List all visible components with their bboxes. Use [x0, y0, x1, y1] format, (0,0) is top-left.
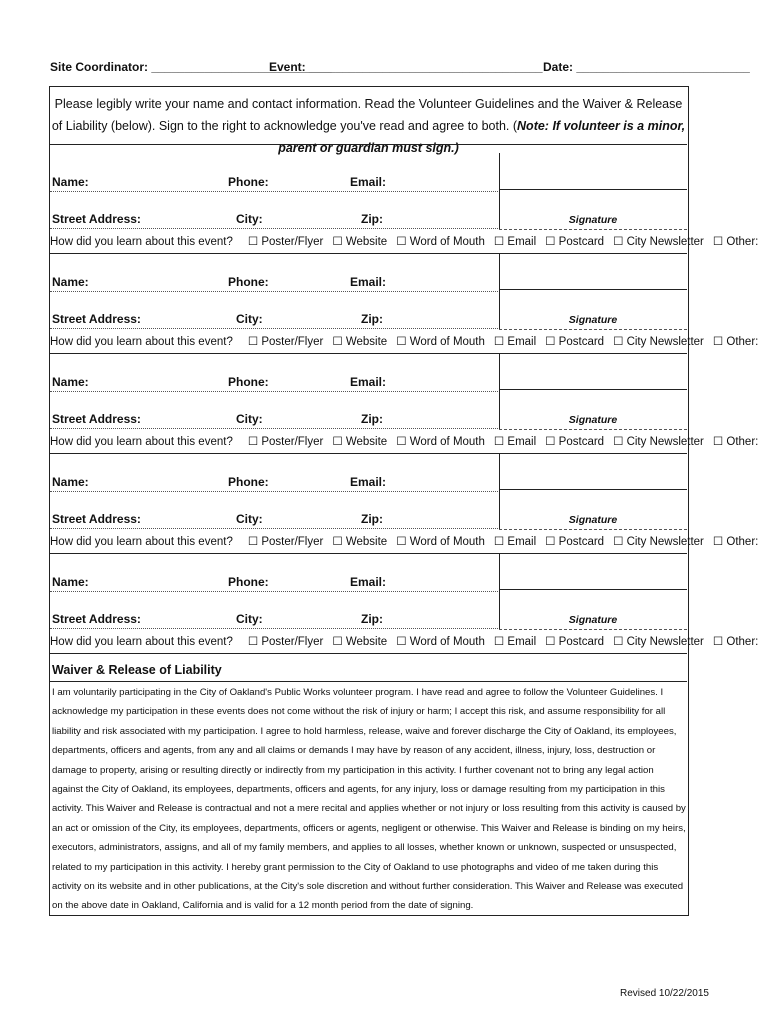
- volunteer-entry: [50, 353, 759, 453]
- option-checkbox[interactable]: ☐ Poster/Flyer: [247, 536, 324, 548]
- signature-label: Signature: [568, 514, 618, 526]
- street-label: Street Address:: [52, 612, 141, 626]
- option-checkbox[interactable]: ☐ Email: [493, 536, 537, 548]
- option-checkbox[interactable]: ☐ Website: [332, 536, 388, 548]
- option-checkbox[interactable]: ☐ Postcard: [545, 636, 605, 648]
- option-checkbox[interactable]: ☐ Email: [493, 336, 537, 348]
- phone-label: Phone:: [228, 175, 269, 189]
- waiver-text: I am voluntarily participating in the City of Oakland's Public Works volunteer program. I have read and agree to follow the Volunteer Guidelines. I acknowledge my participation in these events does not come without the risk of injury or harm; I accept this risk, and assume responsibility for all liability and risk associated with my participation. I agree to hold harmless, release, waive and forever discharge the City of Oakland, its employees, departments, officers and agents, from any and all claims or demands I may have by reason of any accident, illness, injury, loss, destruction or damage to property, arising or resulting directly or indirectly from my participation in this activity. I further covenant not to bring any legal action against the City of Oakland, its employees, departments, officers and agents, for any injury, loss or damage resulting from my participation in this activity. This Waiver and Release is contractual and not a mere recital and applies whether or not injury or loss resulting from this activity is caused by an act or omission of the City, its employees, departments, officers or agents, negligent or otherwise. This Waiver and Release is binding on my heirs, executors, administrators, assigns, and all of my family members, and applies to all losses, whether known or unknown, suspected or unsuspected, related to my participation in this activity. I hereby grant permission to the City of Oakland to use photographs and video of me taken during this activity on its website and in other publications, at the City's sole discretion and without further consideration. This Waiver and Release was executed on the above date in Oakland, California and is valid for a 12 month period from the date of signing.: [52, 687, 686, 912]
- option-checkbox[interactable]: ☐ Other:: [712, 336, 759, 348]
- signature-line: [499, 629, 687, 630]
- option-checkbox[interactable]: ☐ Word of Mouth: [396, 436, 485, 448]
- name-line[interactable]: [50, 191, 498, 192]
- option-checkbox[interactable]: ☐ Other:: [712, 436, 759, 448]
- city-label: City:: [236, 412, 263, 426]
- city-label: City:: [236, 312, 263, 326]
- signature-label: Signature: [568, 214, 618, 226]
- option-checkbox[interactable]: ☐ City Newsletter: [613, 236, 704, 248]
- address-line[interactable]: [50, 528, 498, 529]
- option-checkbox[interactable]: ☐ City Newsletter: [613, 336, 704, 348]
- zip-label: Zip:: [361, 612, 383, 626]
- volunteer-entry: [50, 153, 759, 253]
- name-line[interactable]: [50, 291, 498, 292]
- zip-label: Zip:: [361, 412, 383, 426]
- option-checkbox[interactable]: ☐ Other:: [712, 536, 759, 548]
- volunteer-entry: [50, 553, 759, 653]
- street-label: Street Address:: [52, 412, 141, 426]
- divider: [50, 681, 687, 682]
- signature-label: Signature: [568, 414, 618, 426]
- option-checkbox[interactable]: ☐ City Newsletter: [613, 636, 704, 648]
- volunteer-entry: [50, 253, 759, 353]
- name-line[interactable]: [50, 491, 498, 492]
- signature-line: [499, 529, 687, 530]
- email-label: Email:: [350, 175, 387, 189]
- option-checkbox[interactable]: ☐ Website: [332, 336, 388, 348]
- option-checkbox[interactable]: ☐ Postcard: [545, 336, 605, 348]
- option-checkbox[interactable]: ☐ Postcard: [545, 236, 605, 248]
- minor-note: Note: If volunteer is a minor, parent or guardian must sign.): [278, 119, 686, 155]
- signature-line: [499, 329, 687, 330]
- email-label: Email:: [350, 375, 387, 389]
- event-field[interactable]: Event: ___________________________________: [269, 60, 543, 74]
- how-learned-label: How did you learn about this event?: [50, 636, 233, 648]
- signature-label: Signature: [568, 314, 618, 326]
- site-coordinator-field[interactable]: Site Coordinator: ___________________________: [50, 60, 332, 74]
- option-checkbox[interactable]: ☐ Website: [332, 436, 388, 448]
- how-learned-row: [50, 334, 759, 348]
- option-checkbox[interactable]: ☐ Website: [332, 236, 388, 248]
- city-label: City:: [236, 512, 263, 526]
- street-label: Street Address:: [52, 512, 141, 526]
- street-label: Street Address:: [52, 312, 141, 326]
- zip-label: Zip:: [361, 512, 383, 526]
- instructions: [50, 87, 687, 155]
- signup-form-frame: [49, 86, 759, 916]
- city-label: City:: [236, 212, 263, 226]
- instructions-text: Please legibly write your name and contact information. Read the Volunteer Guidelines and the Waiver & Release of Liability (below). Sign to the right to acknowledge you've read and agree to both. (: [51, 97, 683, 133]
- email-label: Email:: [350, 575, 387, 589]
- option-checkbox[interactable]: ☐ Word of Mouth: [396, 636, 485, 648]
- option-checkbox[interactable]: ☐ Word of Mouth: [396, 236, 485, 248]
- address-line[interactable]: [50, 228, 498, 229]
- option-checkbox[interactable]: ☐ Other:: [712, 636, 759, 648]
- city-label: City:: [236, 612, 263, 626]
- option-checkbox[interactable]: ☐ City Newsletter: [613, 536, 704, 548]
- option-checkbox[interactable]: ☐ Email: [493, 236, 537, 248]
- volunteer-entry: [50, 453, 759, 553]
- how-learned-label: How did you learn about this event?: [50, 536, 233, 548]
- option-checkbox[interactable]: ☐ Postcard: [545, 436, 605, 448]
- name-label: Name:: [52, 275, 89, 289]
- address-line[interactable]: [50, 628, 498, 629]
- street-label: Street Address:: [52, 212, 141, 226]
- how-learned-label: How did you learn about this event?: [50, 336, 233, 348]
- option-checkbox[interactable]: ☐ Email: [493, 636, 537, 648]
- email-label: Email:: [350, 275, 387, 289]
- name-line[interactable]: [50, 391, 498, 392]
- option-checkbox[interactable]: ☐ Other:: [712, 236, 759, 248]
- name-line[interactable]: [50, 591, 498, 592]
- name-label: Name:: [52, 575, 89, 589]
- divider: [50, 144, 687, 145]
- option-checkbox[interactable]: ☐ Word of Mouth: [396, 336, 485, 348]
- name-label: Name:: [52, 375, 89, 389]
- zip-label: Zip:: [361, 312, 383, 326]
- header-line: [50, 60, 750, 78]
- signature-line: [499, 429, 687, 430]
- how-learned-row: [50, 534, 759, 548]
- how-learned-label: How did you learn about this event?: [50, 436, 233, 448]
- option-checkbox[interactable]: ☐ Email: [493, 436, 537, 448]
- option-checkbox[interactable]: ☐ Website: [332, 636, 388, 648]
- option-checkbox[interactable]: ☐ Poster/Flyer: [247, 436, 324, 448]
- zip-label: Zip:: [361, 212, 383, 226]
- option-checkbox[interactable]: ☐ Poster/Flyer: [247, 336, 324, 348]
- option-checkbox[interactable]: ☐ Poster/Flyer: [247, 636, 324, 648]
- name-label: Name:: [52, 475, 89, 489]
- address-line[interactable]: [50, 328, 498, 329]
- phone-label: Phone:: [228, 475, 269, 489]
- phone-label: Phone:: [228, 575, 269, 589]
- how-learned-label: How did you learn about this event?: [50, 236, 233, 248]
- signature-line: [499, 229, 687, 230]
- how-learned-row: [50, 434, 759, 448]
- revised-date: Revised 10/22/2015: [620, 988, 709, 999]
- phone-label: Phone:: [228, 275, 269, 289]
- option-checkbox[interactable]: ☐ Word of Mouth: [396, 536, 485, 548]
- email-label: Email:: [350, 475, 387, 489]
- how-learned-row: [50, 234, 759, 248]
- address-line[interactable]: [50, 428, 498, 429]
- name-label: Name:: [52, 175, 89, 189]
- option-checkbox[interactable]: ☐ Poster/Flyer: [247, 236, 324, 248]
- divider: [50, 653, 687, 654]
- date-field[interactable]: Date: __________________________: [543, 60, 750, 74]
- how-learned-row: [50, 634, 759, 648]
- signature-label: Signature: [568, 614, 618, 626]
- option-checkbox[interactable]: ☐ City Newsletter: [613, 436, 704, 448]
- option-checkbox[interactable]: ☐ Postcard: [545, 536, 605, 548]
- phone-label: Phone:: [228, 375, 269, 389]
- waiver-title: Waiver & Release of Liability: [52, 663, 222, 677]
